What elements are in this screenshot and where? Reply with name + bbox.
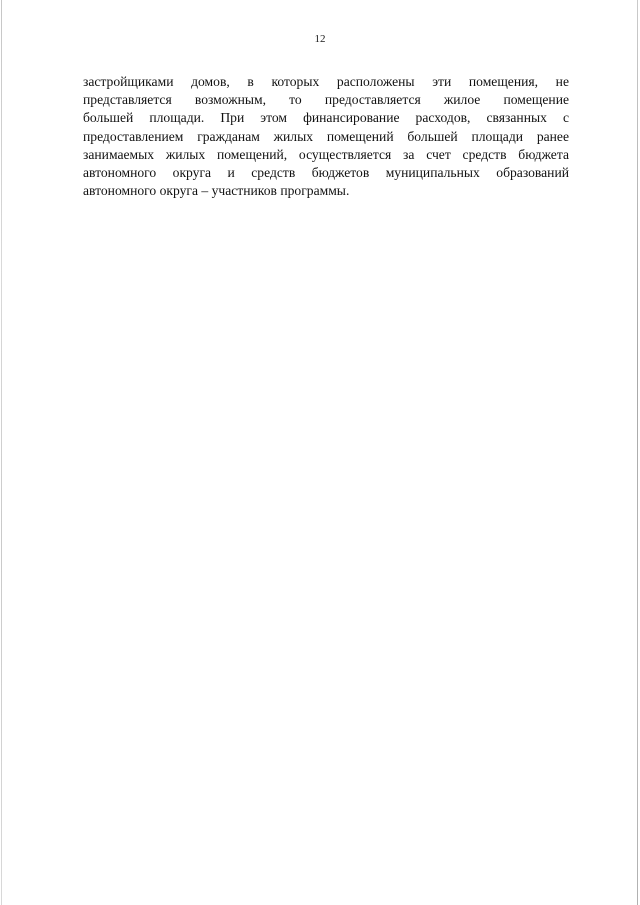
scan-edge-left (1, 0, 2, 905)
paragraph-line: автономного округа и средств бюджетов муниципальных образований (83, 165, 569, 181)
paragraph-line: застройщиками домов, в которых расположены эти помещения, не (83, 74, 569, 89)
paragraph-line: большей площади. При этом финансирование расходов, связанных с (83, 110, 569, 126)
paragraph-line: автономного округа – участников программы. (83, 183, 350, 199)
paragraph-line: предоставлением гражданам жилых помещений большей площади ранее (83, 128, 569, 144)
paragraph-line: представляется возможным, то предоставляется жилое помещение (83, 92, 569, 108)
paragraph-line: занимаемых жилых помещений, осуществляется за счет средств бюджета (83, 146, 569, 162)
body-paragraph (83, 73, 569, 200)
page-number: 12 (314, 33, 326, 45)
scan-edge-right (637, 0, 638, 905)
